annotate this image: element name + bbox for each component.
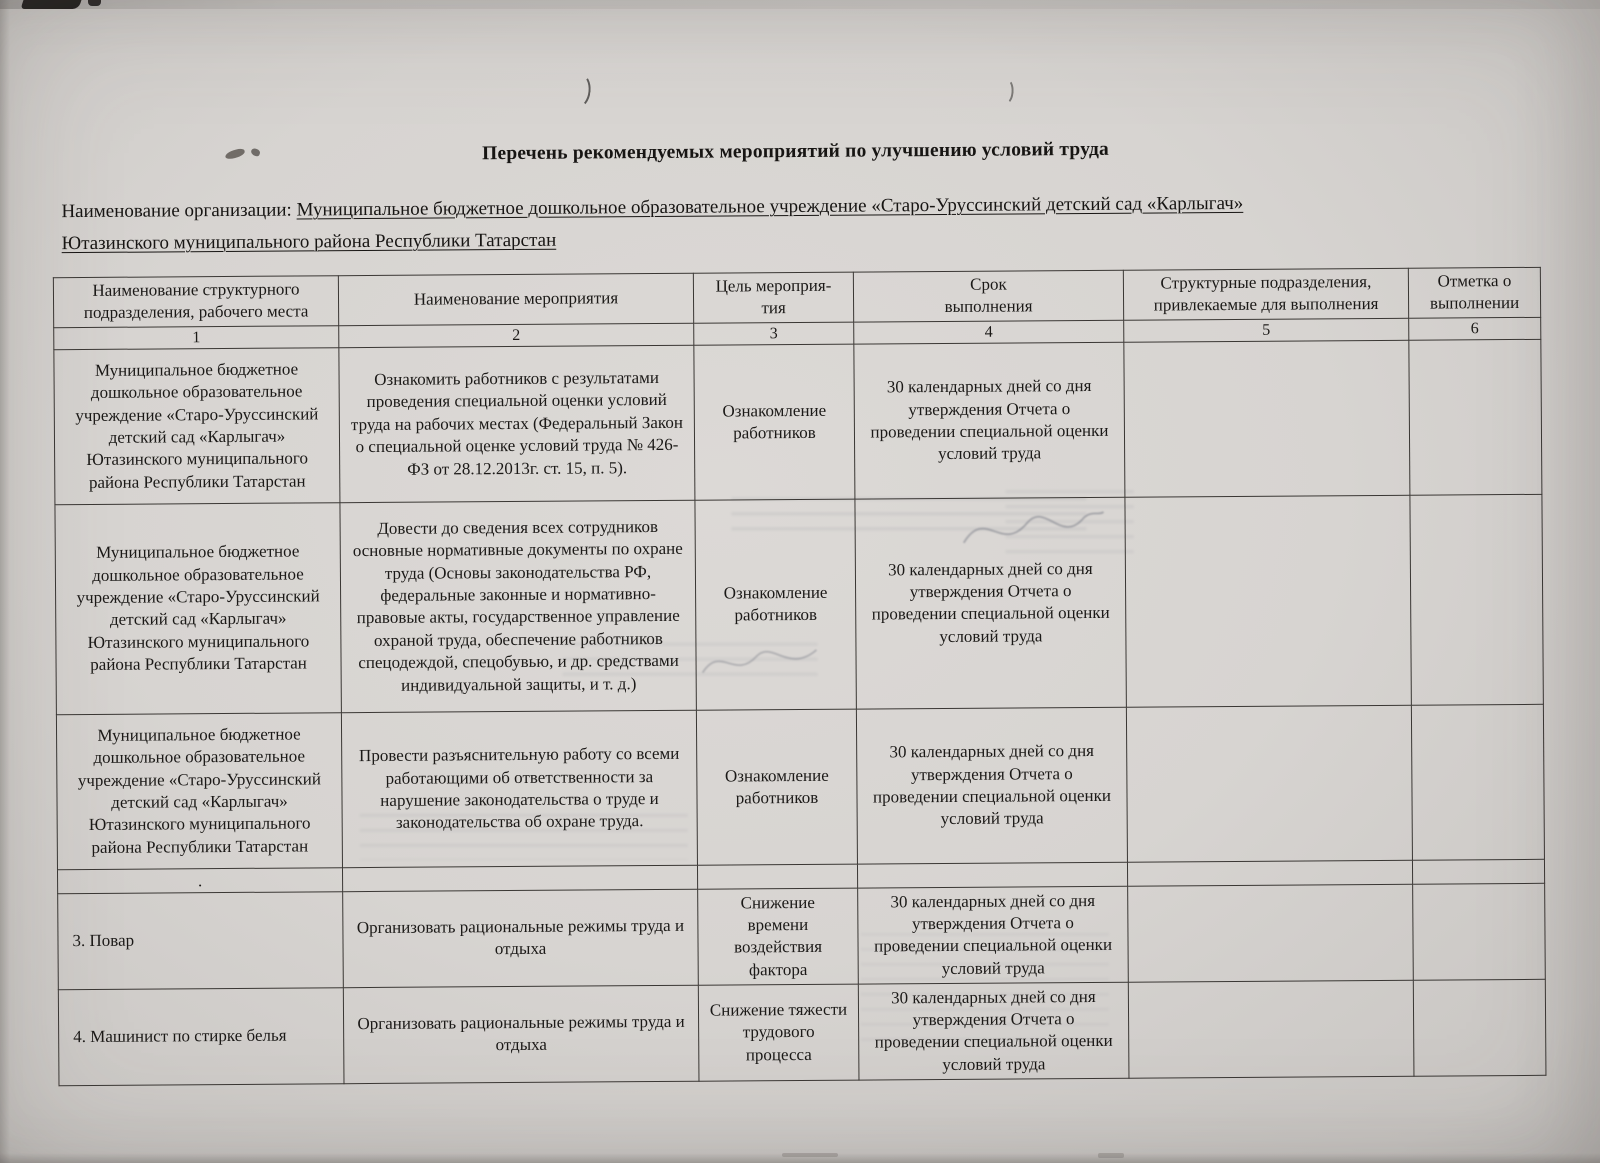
cell-deadline: 30 календарных дней со дня утверждения Отчета о проведении специальной оценки условий труда [855, 497, 1126, 709]
cell-measure [342, 865, 697, 891]
cell-measure: Провести разъяснительную работу со всеми работающими об ответственности за нарушение законодательства о труде и законодательства об охране труда. [341, 710, 697, 867]
cell-completion-mark [1413, 883, 1546, 980]
cell-involved-departments [1126, 705, 1412, 862]
organization-line [61, 186, 1547, 260]
cell-department: Муниципальное бюджетное дошкольное образовательное учреждение «Старо-Уруссинский детский сад «Карлыгач» Ютазинского муниципального района Республики Татарстан [55, 503, 341, 715]
column-number: 5 [1124, 318, 1409, 342]
measures-table [53, 267, 1547, 1086]
cell-measure: Довести до сведения всех сотрудников основные нормативные документы по охране труда (Основы законодательства РФ, федеральные законные и нормативно-правовые акты, государственное управление охраной труда, обеспечение работников спецодеждой, спецобувью, и др. средствами индивидуальной защиты, и т. д.) [340, 500, 696, 712]
cell-completion-mark [1410, 494, 1543, 705]
table-row [55, 494, 1543, 714]
cell-involved-departments [1128, 980, 1414, 1078]
hole-punch-mark [998, 78, 1015, 105]
header-deadline: Срок выполнения [853, 270, 1123, 322]
cell-goal: Ознакомление работников [695, 499, 856, 710]
cell-completion-mark [1412, 859, 1544, 884]
column-number: 4 [854, 320, 1124, 344]
cell-measure: Организовать рациональные режимы труда и отдыха [343, 889, 699, 987]
column-number: 6 [1409, 317, 1541, 340]
table-row [58, 883, 1546, 989]
column-number: 1 [54, 326, 339, 350]
cell-involved-departments [1128, 884, 1414, 982]
cell-department: . [57, 868, 342, 894]
table-row [58, 979, 1546, 1085]
cell-goal: Снижение времени воздействия фактора [698, 888, 859, 985]
cell-deadline: 30 календарных дней со дня утверждения Отчета о проведении специальной оценки условий труда [854, 342, 1125, 499]
cell-department: Муниципальное бюджетное дошкольное образовательное учреждение «Старо-Уруссинский детский сад «Карлыгач» Ютазинского муниципального района Республики Татарстан [54, 348, 340, 505]
cell-goal [697, 864, 857, 889]
cell-involved-departments [1125, 495, 1411, 707]
cell-department: 4. Машинист по стирке белья [58, 988, 344, 1086]
document-title: Перечень рекомендуемых мероприятий по улучшению условий труда [481, 138, 1110, 165]
cell-completion-mark [1409, 339, 1542, 495]
cell-deadline: 30 календарных дней со дня утверждения Отчета о проведении специальной оценки условий труда [856, 707, 1127, 864]
cell-deadline [857, 862, 1127, 888]
header-department: Наименование структурного подразделения, рабочего места [53, 276, 338, 328]
cell-involved-departments [1124, 340, 1410, 497]
column-number: 2 [339, 323, 694, 348]
organization-label: Наименование организации: [61, 199, 292, 223]
organization-name-line1: Муниципальное бюджетное дошкольное образовательное учреждение «Старо-Уруссинский детский сад «Карлыгач» [296, 192, 1244, 221]
cell-deadline: 30 календарных дней со дня утверждения Отчета о проведении специальной оценки условий труда [858, 982, 1129, 1080]
cell-department: 3. Повар [58, 892, 344, 990]
organization-name-line2: Ютазинского муниципального района Республики Татарстан [61, 229, 557, 255]
header-completion-mark: Отметка о выполнении [1408, 267, 1540, 318]
cell-measure: Организовать рациональные режимы труда и отдыха [343, 985, 699, 1083]
header-measure: Наименование мероприятия [338, 273, 693, 325]
cell-goal: Ознакомление работников [696, 709, 857, 865]
table-row [54, 339, 1542, 504]
table-row [56, 704, 1544, 869]
cell-measure: Ознакомить работников с результатами проведения специальной оценки условий труда на рабочих местах (Федеральный Закон о специальной оценке условий труда № 426-ФЗ от 28.12.2013г. ст. 15, п. 5). [339, 345, 695, 502]
cell-department: Муниципальное бюджетное дошкольное образовательное учреждение «Старо-Уруссинский детский сад «Карлыгач» Ютазинского муниципального района Республики Татарстан [56, 713, 342, 870]
header-involved-departments: Структурные подразделения, привлекаемые для выполнения [1123, 268, 1408, 320]
cell-deadline: 30 календарных дней со дня утверждения Отчета о проведении специальной оценки условий труда [858, 886, 1129, 984]
column-number: 3 [694, 322, 854, 345]
cell-completion-mark [1411, 704, 1544, 860]
header-goal: Цель мероприя- тия [693, 272, 853, 323]
cell-goal: Ознакомление работников [694, 344, 855, 500]
hole-punch-mark [567, 73, 592, 109]
cell-goal: Снижение тяжести трудового процесса [698, 984, 859, 1081]
cell-completion-mark [1413, 979, 1546, 1076]
cell-involved-departments [1127, 860, 1412, 886]
